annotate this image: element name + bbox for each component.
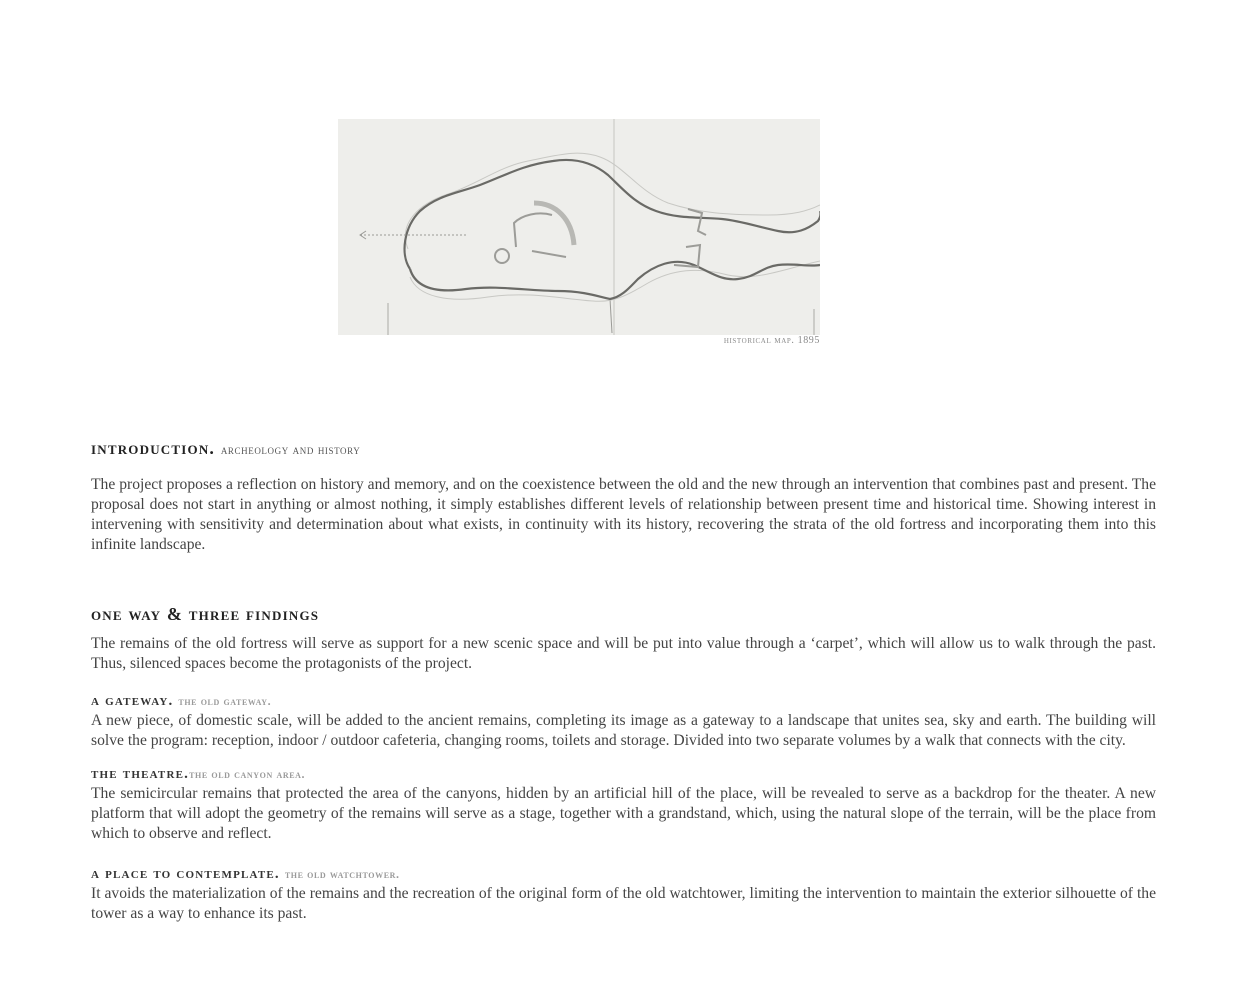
- theatre-paragraph: The semicircular remains that protected the area of the canyons, hidden by an artificial hill of the place, will be revealed to serve as a backdrop for the theater. A new platform that will adopt the geometry of the remains will serve as a stage, together with a grandstand, which, using the natural slope of the terrain, will be the place from which to observe and reflect.: [91, 785, 1156, 842]
- one-way-paragraph: The remains of the old fortress will serve as support for a new scenic space and will be put into value through a ‘carpet’, which will allow us to walk through the past. Thus, silenced spaces become the protagonists of the project.: [91, 635, 1156, 672]
- document-text: [91, 437, 1156, 924]
- map-caption: historical map. 1895: [723, 335, 820, 346]
- gateway-paragraph: A new piece, of domestic scale, will be added to the ancient remains, completing its image as a gateway to a landscape that unites sea, sky and earth. The building will solve the program: reception, indoor / outdoor cafeteria, changing rooms, toilets and storage. Divided into two separate volumes by a walk that connects with the city.: [91, 712, 1156, 749]
- contemplate-heading: [91, 864, 1156, 884]
- one-way-title: one way & three findings: [91, 604, 320, 624]
- introduction-subtitle: archeology and history: [220, 442, 361, 457]
- introduction-paragraph: The project proposes a reflection on history and memory, and on the coexistence between the old and the new through an intervention that combines past and present. The proposal does not start in anything or almost nothing, it simply establishes different levels of relationship between present time and historical time. Showing interest in intervening with sensitivity and determination about what exists, in continuity with its history, recovering the strata of the old fortress and incorporating them into this infinite landscape.: [91, 476, 1156, 553]
- gateway-title: a gateway.: [91, 693, 174, 709]
- introduction-title: introduction.: [91, 438, 216, 458]
- one-way-heading: [91, 603, 1156, 625]
- gateway-heading: [91, 691, 1156, 711]
- historical-map-image: [338, 119, 820, 335]
- theatre-heading: [91, 764, 1156, 784]
- theatre-subtitle: the old canyon area.: [189, 767, 306, 781]
- historical-map-drawing: [338, 119, 820, 335]
- introduction-heading: [91, 437, 1156, 461]
- contemplate-paragraph: It avoids the materialization of the remains and the recreation of the original form of the old watchtower, limiting the intervention to maintain the exterior silhouette of the tower as a way to enhance its past.: [91, 885, 1156, 922]
- contemplate-title: a place to contemplate.: [91, 866, 280, 882]
- theatre-title: the theatre.: [91, 766, 190, 782]
- gateway-subtitle: the old gateway.: [178, 694, 272, 708]
- contemplate-subtitle: the old watchtower.: [284, 867, 400, 881]
